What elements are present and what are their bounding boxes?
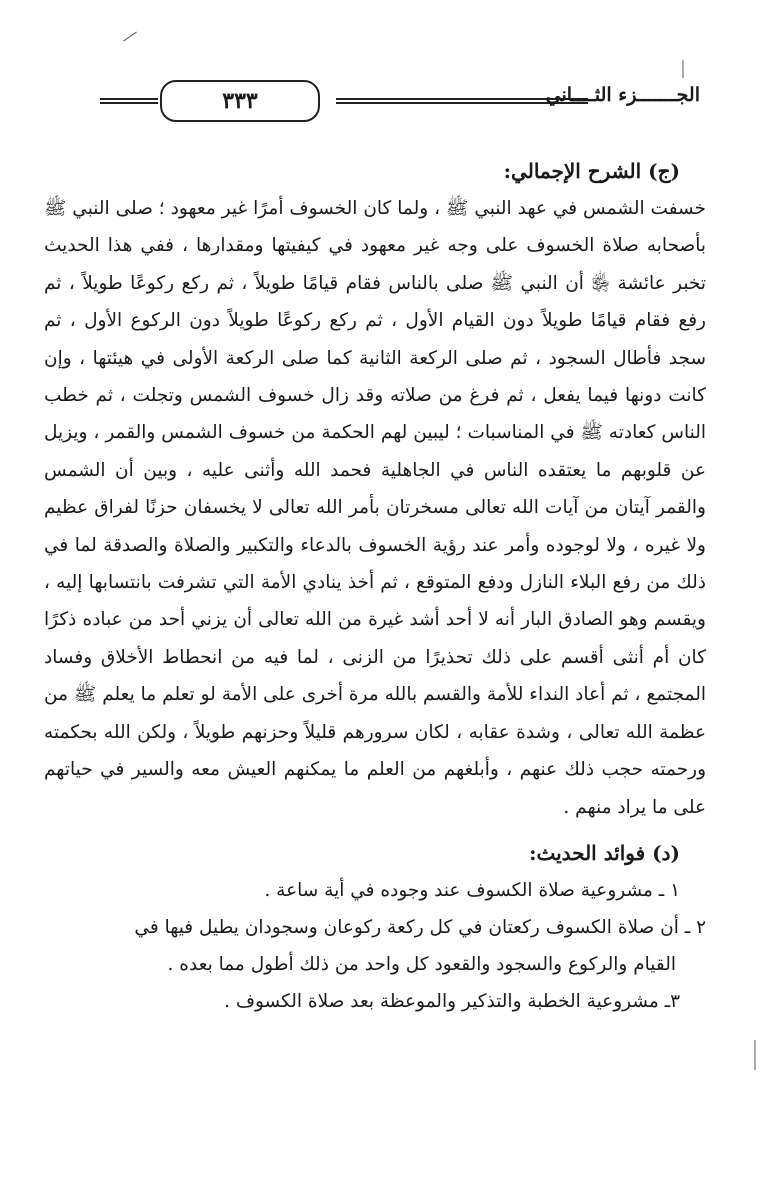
page-header — [100, 78, 700, 126]
pen-mark — [123, 32, 137, 42]
header-rule-left — [100, 98, 158, 104]
list-item: ١ ـ مشروعية صلاة الكسوف عند وجوده في أية ساعة . — [264, 879, 680, 901]
explanation-paragraph: خسفت الشمس في عهد النبي ﷺ ، ولما كان الخسوف أمرًا غير معهود ؛ صلى النبي ﷺ بأصحابه صلاة الخسوف على وجه غير معهود في كيفيتها ومقدارها ، ففي هذا الحديث تخبر عائشة ﵂ أن النبي ﷺ صلى بالناس فقام قيامًا طويلاً ، ثم ركع ركوعًا طويلاً ، ثم رفع فقام قيامًا طويلاً دون القيام الأول ، ثم ركع ركوعًا طويلاً دون الركوع الأول ، ثم سجد فأطال السجود ، ثم صلى الركعة الثانية كما صلى الركعة الأولى في هيئتها ، وإن كانت دونها فيما يفعل ، ثم فرغ من صلاته وقد زال خسوف الشمس وتجلت ، ثم خطب الناس كعادته ﷺ في المناسبات ؛ ليبين لهم الحكمة من خسوف الشمس والقمر ، ويزيل عن قلوبهم ما يعتقده الناس في الجاهلية فحمد الله وأثنى عليه ، وبين أن الشمس والقمر آيتان من آيات الله تعالى مسخرتان بأمر الله تعالى لا يخسفان حزنًا لفراق عظيم ولا غيره ، ولا لوجوده وأمر عند رؤية الخسوف بالدعاء والتكبير والصلاة والصدقة لما في ذلك من رفع البلاء النازل ودفع المتوقع ، ثم أخذ ينادي الأمة التي تشرفت بانتسابها إليه ، ويقسم وهو الصادق البار أنه لا أحد أشد غيرة من الله تعالى أن يزني أحد من عباده ذكرًا كان أم أنثى أقسم على ذلك تحذيرًا من الزنى ، لما فيه من انحطاط الأخلاق وفساد المجتمع ، ثم أعاد النداء للأمة والقسم بالله مرة أخرى على الأمة لو تعلم ما يعلم ﷺ من عظمة الله تعالى ، وشدة عقابه ، لكان سرورهم قليلاً وحزنهم طويلاً ، ولكن الله بحكمته ورحمته حجب ذلك عنهم ، وأبلغهم من العلم ما يمكنهم العيش معه والسير في حياتهم على ما يراد منهم . — [44, 198, 706, 818]
list-item-text: ٢ ـ أن صلاة الكسوف ركعتان في كل ركعة ركوعان وسجودان يطيل فيها في — [134, 916, 706, 938]
section-heading-benefits: (د) فوائد الحديث: — [529, 840, 680, 865]
running-head: الجـــــــزء الثــــاني — [545, 84, 700, 106]
list-item-continuation: القيام والركوع والسجود والقعود كل واحد من ذلك أطول مما بعده . — [167, 953, 676, 975]
list-item: ٣ـ مشروعية الخطبة والتذكير والموعظة بعد صلاة الكسوف . — [224, 990, 680, 1012]
benefits-list — [44, 872, 706, 1020]
list-item — [44, 909, 706, 983]
margin-mark — [754, 1040, 756, 1070]
page-number: ٣٣٣ — [160, 80, 320, 122]
section-heading-general-explanation: (ج) الشرح الإجمالي: — [503, 159, 680, 183]
margin-mark — [682, 60, 684, 78]
page-body — [44, 152, 706, 1020]
